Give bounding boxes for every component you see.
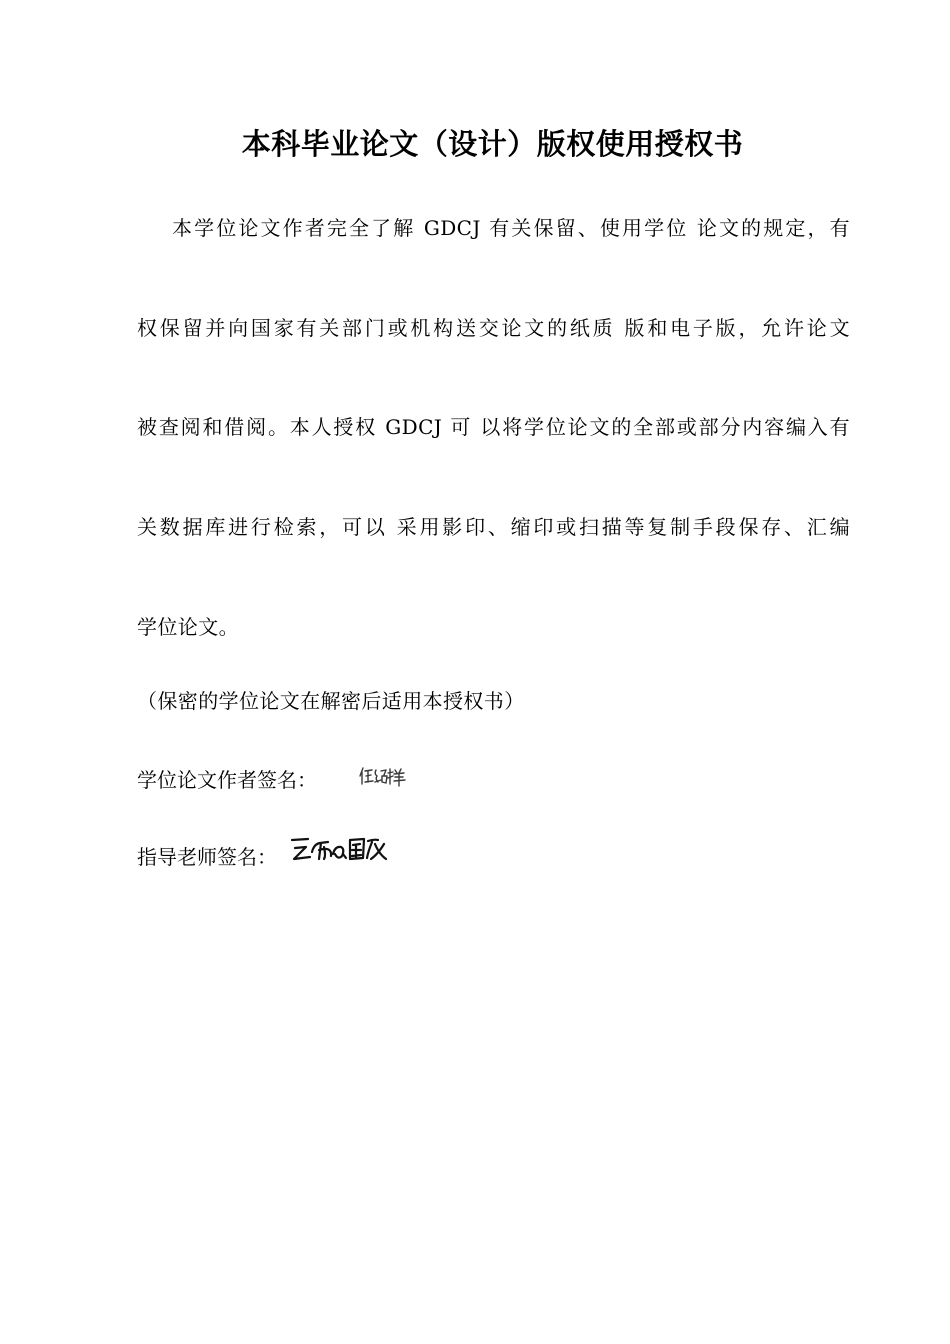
document-title: 本科毕业论文（设计）版权使用授权书	[241, 127, 744, 161]
body-line-4: 关数据库进行检索，可以 采用影印、缩印或扫描等复制手段保存、汇编	[137, 515, 850, 539]
body-line-3: 被查阅和借阅。本人授权 GDCJ 可 以将学位论文的全部或部分内容编入有	[137, 415, 850, 439]
advisor-handwritten-signature	[288, 832, 390, 868]
confidentiality-note: （保密的学位论文在解密后适用本授权书）	[137, 689, 525, 713]
author-signature-label: 学位论文作者签名：	[137, 768, 317, 792]
author-handwritten-signature	[357, 762, 409, 790]
advisor-signature-label: 指导老师签名：	[137, 845, 277, 869]
body-line-1: 本学位论文作者完全了解 GDCJ 有关保留、使用学位 论文的规定，有	[172, 216, 850, 240]
body-line-2: 权保留并向国家有关部门或机构送交论文的纸质 版和电子版，允许论文	[137, 316, 850, 340]
body-line-5: 学位论文。	[137, 615, 239, 639]
